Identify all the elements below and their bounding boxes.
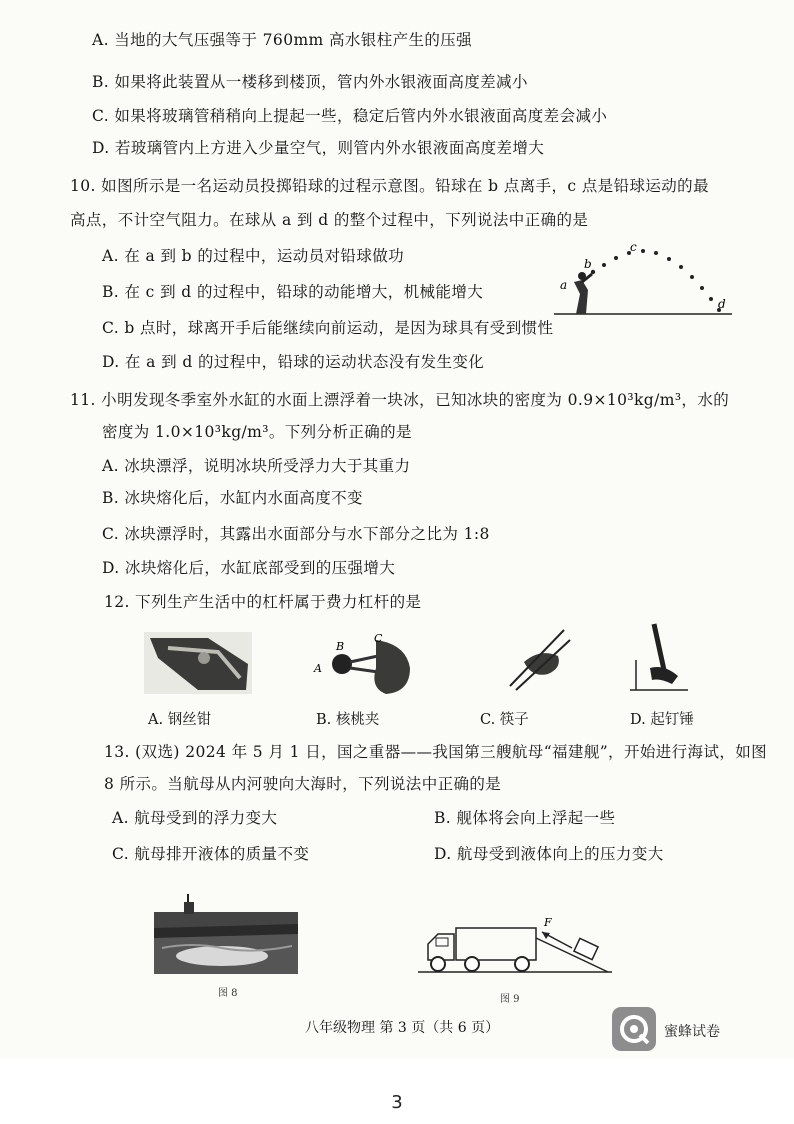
chopsticks-image xyxy=(504,624,574,696)
label-b: b xyxy=(584,257,592,271)
q9-option-a: A. 当地的大气压强等于 760mm 高水银柱产生的压强 xyxy=(92,31,473,49)
trajectory-dots xyxy=(591,249,721,312)
claw-hammer-image xyxy=(624,620,694,696)
q11-option-a: A. 冰块漂浮，说明冰块所受浮力大于其重力 xyxy=(102,457,411,475)
caption-chopsticks: C. 筷子 xyxy=(480,712,529,728)
nutcracker-image xyxy=(306,628,421,700)
label-C: C xyxy=(374,632,383,645)
caption-claw-hammer: D. 起钉锤 xyxy=(630,712,694,728)
q9-option-d: D. 若玻璃管内上方进入少量空气，则管内外水银液面高度差增大 xyxy=(92,139,545,157)
q10-option-a: A. 在 a 到 b 的过程中，运动员对铅球做功 xyxy=(102,247,405,265)
label-a: a xyxy=(560,278,568,292)
q13-stem-line2: 8 所示。当航母从内河驶向大海时，下列说法中正确的是 xyxy=(104,775,502,793)
q13-option-b: B. 舰体将会向上浮起一些 xyxy=(434,809,616,827)
page-footer: 八年级物理 第 3 页（共 6 页） xyxy=(305,1020,500,1036)
aircraft-carrier-image xyxy=(152,888,302,978)
q13-option-a: A. 航母受到的浮力变大 xyxy=(112,809,278,827)
label-c: c xyxy=(630,240,637,254)
q11-stem-line1: 11. 小明发现冬季室外水缸的水面上漂浮着一块冰，已知冰块的密度为 0.9×10³kg/m³，水的 xyxy=(70,391,730,409)
q10-stem-line2: 高点，不计空气阻力。在球从 a 到 d 的整个过程中，下列说法中正确的是 xyxy=(70,211,589,229)
caption-pliers: A. 钢丝钳 xyxy=(148,712,212,728)
watermark-text: 蜜蜂试卷 xyxy=(664,1024,720,1040)
label-A: A xyxy=(314,662,322,675)
bee-logo-icon xyxy=(612,1007,656,1051)
athlete-figure xyxy=(574,272,592,314)
q11-option-c: C. 冰块漂浮时，其露出水面部分与水下部分之比为 1:8 xyxy=(102,525,490,543)
label-B: B xyxy=(336,640,345,653)
q9-option-b: B. 如果将此装置从一楼移到楼顶，管内外水银液面高度差减小 xyxy=(92,73,528,91)
q11-option-b: B. 冰块熔化后，水缸内水面高度不变 xyxy=(102,489,363,507)
q13-stem-line1: 13. (双选) 2024 年 5 月 1 日，国之重器——我国第三艘航母“福建舰”，开始进行海试，如图 xyxy=(104,743,768,761)
truck-ramp-image xyxy=(416,910,616,982)
watermark-logo xyxy=(612,1007,752,1053)
caption-nutcracker: B. 核桃夹 xyxy=(316,712,380,728)
q10-option-d: D. 在 a 到 d 的过程中，铅球的运动状态没有发生变化 xyxy=(102,353,485,371)
q10-option-c: C. b 点时，球离开手后能继续向前运动，是因为球具有受到惯性 xyxy=(102,319,554,337)
q13-option-d: D. 航母受到液体向上的压力变大 xyxy=(434,845,664,863)
q12-stem: 12. 下列生产生活中的杠杆属于费力杠杆的是 xyxy=(104,593,422,611)
page-number: 3 xyxy=(391,1092,403,1113)
q10-option-b: B. 在 c 到 d 的过程中，铅球的动能增大，机械能增大 xyxy=(102,283,484,301)
shot-put-figure xyxy=(548,240,738,322)
q10-stem-line1: 10. 如图所示是一名运动员投掷铅球的过程示意图。铅球在 b 点离手，c 点是铅球运动的最 xyxy=(70,177,709,195)
force-label: F xyxy=(544,916,552,929)
figure-8-caption: 图 8 xyxy=(218,988,238,999)
figure-9-caption: 图 9 xyxy=(500,994,520,1005)
label-d: d xyxy=(718,297,726,311)
q13-option-c: C. 航母排开液体的质量不变 xyxy=(112,845,310,863)
q11-stem-line2: 密度为 1.0×10³kg/m³。下列分析正确的是 xyxy=(102,423,412,441)
q9-option-c: C. 如果将玻璃管稍稍向上提起一些，稳定后管内外水银液面高度差会减小 xyxy=(92,107,608,125)
q11-option-d: D. 冰块熔化后，水缸底部受到的压强增大 xyxy=(102,559,396,577)
pliers-image xyxy=(138,628,258,700)
